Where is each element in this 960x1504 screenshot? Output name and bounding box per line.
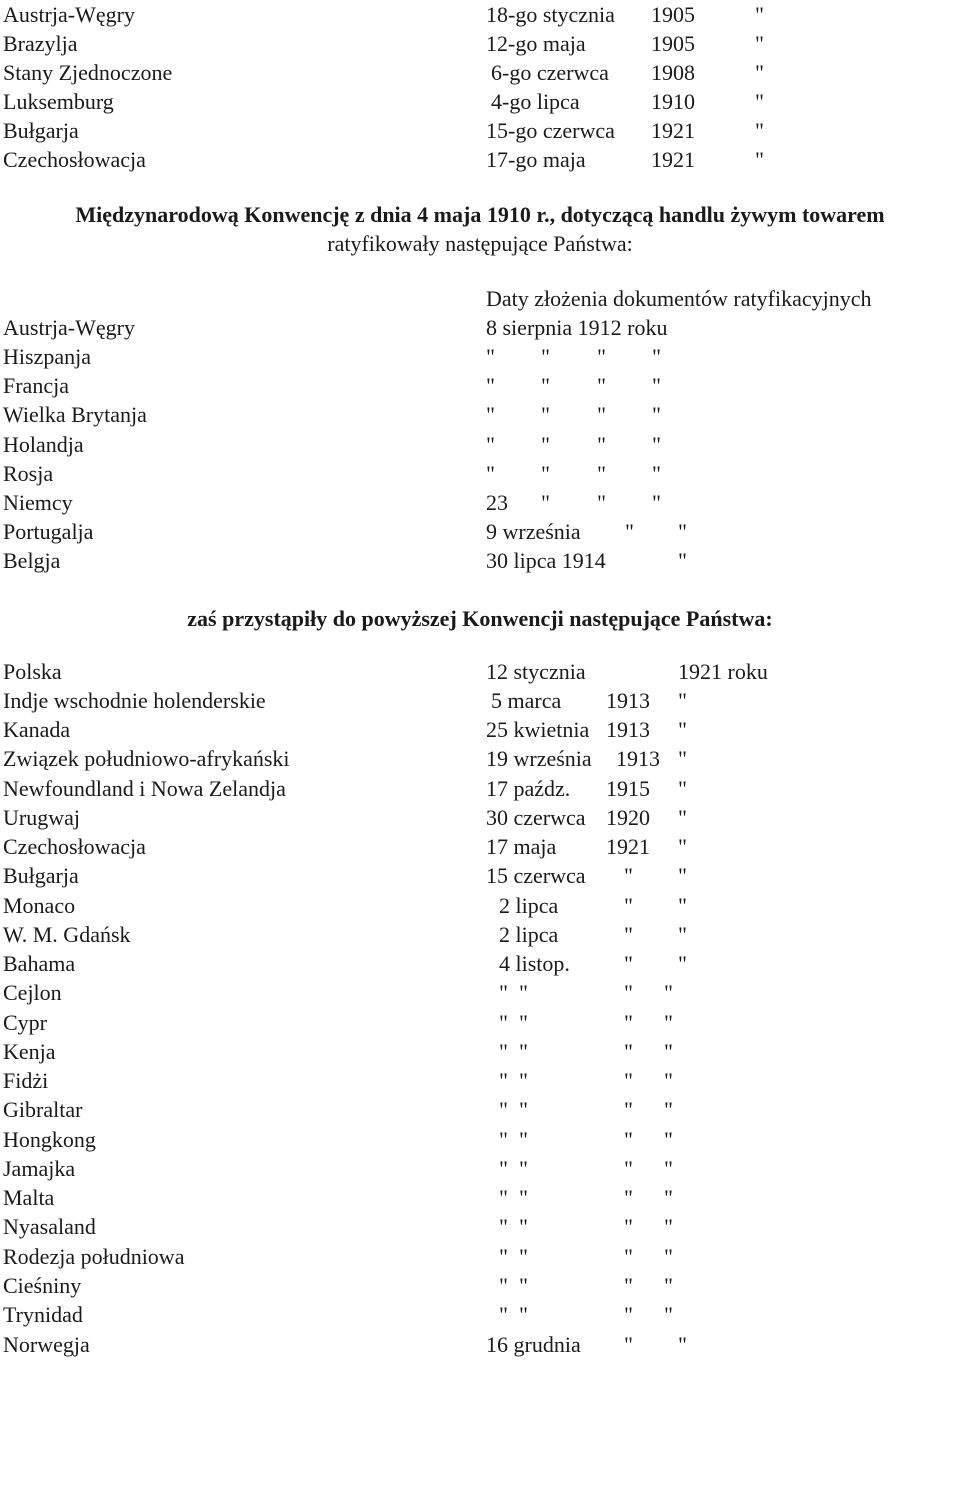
date: 6-go czerwca <box>491 60 609 85</box>
convention-subject: , dotyczącą handlu żywym towarem <box>549 202 885 227</box>
country-name: Nyasaland <box>3 1214 96 1239</box>
list-item <box>0 715 687 744</box>
convention-title: Międzynarodową Konwencję z dnia 4 maja 1910 r. <box>75 202 550 227</box>
ditto-mark: " <box>664 1302 673 1327</box>
date: 17-go maja <box>486 147 586 172</box>
country-name: Gibraltar <box>3 1097 83 1122</box>
ditto-mark: " <box>678 717 687 742</box>
ditto-mark: " <box>664 1214 673 1239</box>
ditto-marks: " " <box>499 1156 528 1181</box>
country-name: Hiszpanja <box>3 344 91 369</box>
convention-heading-line-1 <box>0 200 960 229</box>
convention-heading-line-2: ratyfikowały następujące Państwa: <box>327 231 633 256</box>
country-name: Czechosłowacja <box>3 834 146 859</box>
ditto-mark: " <box>755 118 764 143</box>
ditto-mark: " <box>678 1332 687 1357</box>
ditto-mark: " <box>541 432 550 457</box>
ditto-marks: " " <box>499 1244 528 1269</box>
list-item <box>0 1125 673 1154</box>
date: 30 czerwca <box>486 805 586 830</box>
accession-heading: zaś przystąpiły do powyższej Konwencji następujące Państwa: <box>187 606 773 631</box>
ditto-mark: " <box>541 490 550 515</box>
date: 17 paźdz. <box>486 776 571 801</box>
country-name: W. M. Gdańsk <box>3 922 131 947</box>
list-item <box>0 116 764 145</box>
year: 1921 roku <box>678 659 768 684</box>
ditto-mark: " <box>678 834 687 859</box>
ditto-mark: " <box>678 863 687 888</box>
list-item <box>0 920 687 949</box>
list-item <box>0 1330 687 1359</box>
country-name: Cieśniny <box>3 1273 82 1298</box>
country-name: Luksemburg <box>3 89 114 114</box>
ditto-marks: " " <box>499 1039 528 1064</box>
ditto-mark: " <box>664 1273 673 1298</box>
ditto-mark: " <box>652 373 661 398</box>
list-item <box>0 459 661 488</box>
ditto-mark: " <box>678 893 687 918</box>
ditto-marks: " " <box>499 1010 528 1035</box>
ditto-mark: " <box>624 1332 633 1357</box>
ditto-mark: " <box>624 951 633 976</box>
ditto-mark: " <box>597 402 606 427</box>
ditto-marks: " " <box>499 1185 528 1210</box>
ditto-mark: " <box>755 31 764 56</box>
ditto-mark: " <box>486 344 495 369</box>
ditto-mark: " <box>652 344 661 369</box>
country-name: Wielka Brytanja <box>3 402 147 427</box>
list-item <box>0 58 764 87</box>
country-name: Belgja <box>3 548 61 573</box>
date: 19 września <box>486 746 592 771</box>
country-name: Czechosłowacja <box>3 147 146 172</box>
country-name: Cypr <box>3 1010 47 1035</box>
year: 1908 <box>651 60 695 85</box>
ditto-mark: " <box>678 805 687 830</box>
list-item <box>0 0 764 29</box>
date: 12-go maja <box>486 31 586 56</box>
ditto-mark: " <box>678 519 687 544</box>
list-item <box>0 832 687 861</box>
country-name: Norwegja <box>3 1332 90 1357</box>
country-name: Rosja <box>3 461 54 486</box>
date: 15-go czerwca <box>486 118 615 143</box>
date: 25 kwietnia <box>486 717 590 742</box>
date: 18-go stycznia <box>486 2 615 27</box>
ditto-mark: " <box>624 1185 633 1210</box>
ditto-marks: " " <box>499 1302 528 1327</box>
date: 2 lipca <box>499 893 559 918</box>
list-item <box>0 87 764 116</box>
country-name: Trynidad <box>3 1302 83 1327</box>
list-item <box>0 430 661 459</box>
list-item <box>0 1008 673 1037</box>
date: 9 września <box>486 519 581 544</box>
ditto-mark: " <box>597 344 606 369</box>
ditto-mark: " <box>678 776 687 801</box>
ditto-mark: " <box>624 980 633 1005</box>
ditto-mark: " <box>624 1010 633 1035</box>
ditto-marks: " " <box>499 980 528 1005</box>
ditto-mark: " <box>652 402 661 427</box>
ditto-mark: " <box>486 461 495 486</box>
ditto-mark: " <box>652 432 661 457</box>
ditto-mark: " <box>755 89 764 114</box>
ditto-mark: " <box>678 746 687 771</box>
year: 1913 <box>616 746 660 771</box>
year: 1921 <box>651 147 695 172</box>
country-name: Jamajka <box>3 1156 76 1181</box>
country-name: Francja <box>3 373 69 398</box>
list-item <box>0 949 687 978</box>
country-name: Bahama <box>3 951 76 976</box>
date: 23 <box>486 490 508 515</box>
country-name: Bułgarja <box>3 118 79 143</box>
date: 15 czerwca <box>486 863 586 888</box>
list-item <box>0 1095 673 1124</box>
ditto-mark: " <box>678 922 687 947</box>
list-item <box>0 1300 673 1329</box>
ditto-mark: " <box>624 1273 633 1298</box>
list-item <box>0 1183 673 1212</box>
list-item <box>0 145 764 174</box>
country-name: Polska <box>3 659 62 684</box>
ditto-mark: " <box>624 863 633 888</box>
date: 8 sierpnia 1912 roku <box>486 315 668 340</box>
date: 16 grudnia <box>486 1332 581 1357</box>
country-name: Austrja-Węgry <box>3 2 135 27</box>
country-name: Malta <box>3 1185 55 1210</box>
year: 1920 <box>606 805 650 830</box>
country-name: Hongkong <box>3 1127 96 1152</box>
ditto-mark: " <box>652 461 661 486</box>
ditto-mark: " <box>541 461 550 486</box>
country-name: Rodezja południowa <box>3 1244 185 1269</box>
ditto-mark: " <box>664 1156 673 1181</box>
ditto-mark: " <box>624 1156 633 1181</box>
year: 1913 <box>606 688 650 713</box>
ditto-mark: " <box>664 1010 673 1035</box>
list-item <box>0 342 661 371</box>
country-name: Fidżi <box>3 1068 49 1093</box>
list-item <box>0 744 687 773</box>
ditto-mark: " <box>597 490 606 515</box>
ditto-marks: " " <box>499 1068 528 1093</box>
ditto-mark: " <box>664 1039 673 1064</box>
date: 30 lipca 1914 <box>486 548 606 573</box>
ditto-mark: " <box>624 922 633 947</box>
column-header: Daty złożenia dokumentów ratyfikacyjnych <box>486 286 872 311</box>
country-name: Kanada <box>3 717 71 742</box>
country-name: Cejlon <box>3 980 62 1005</box>
ditto-mark: " <box>624 1127 633 1152</box>
ditto-mark: " <box>664 1097 673 1122</box>
country-name: Stany Zjednoczone <box>3 60 173 85</box>
list-item <box>0 546 687 575</box>
date: 2 lipca <box>499 922 559 947</box>
ditto-marks: " " <box>499 1273 528 1298</box>
ditto-mark: " <box>652 490 661 515</box>
ditto-mark: " <box>541 344 550 369</box>
country-name: Indje wschodnie holenderskie <box>3 688 266 713</box>
ditto-marks: " " <box>499 1214 528 1239</box>
country-name: Związek południowo-afrykański <box>3 746 290 771</box>
ditto-mark: " <box>678 951 687 976</box>
country-name: Portugalja <box>3 519 94 544</box>
ditto-mark: " <box>541 402 550 427</box>
ditto-mark: " <box>678 688 687 713</box>
ditto-mark: " <box>664 980 673 1005</box>
list-item <box>0 1271 673 1300</box>
ditto-mark: " <box>664 1127 673 1152</box>
ditto-mark: " <box>625 519 634 544</box>
ditto-mark: " <box>541 373 550 398</box>
list-item <box>0 1154 673 1183</box>
year: 1905 <box>651 2 695 27</box>
date: 4 listop. <box>499 951 570 976</box>
ditto-mark: " <box>624 1302 633 1327</box>
ditto-marks: " " <box>499 1127 528 1152</box>
year: 1921 <box>651 118 695 143</box>
date: 17 maja <box>486 834 557 859</box>
ditto-mark: " <box>624 1244 633 1269</box>
country-name: Austrja-Węgry <box>3 315 135 340</box>
ditto-mark: " <box>664 1068 673 1093</box>
ditto-mark: " <box>624 1097 633 1122</box>
year: 1910 <box>651 89 695 114</box>
ditto-mark: " <box>755 2 764 27</box>
list-item <box>0 657 768 686</box>
ditto-mark: " <box>624 1068 633 1093</box>
ditto-mark: " <box>664 1185 673 1210</box>
list-item <box>0 313 668 342</box>
ditto-mark: " <box>597 432 606 457</box>
list-item <box>0 686 687 715</box>
list-item <box>0 891 687 920</box>
list-item <box>0 978 673 1007</box>
country-name: Bułgarja <box>3 863 79 888</box>
country-name: Newfoundland i Nowa Zelandja <box>3 776 286 801</box>
ditto-mark: " <box>624 1214 633 1239</box>
country-name: Urugwaj <box>3 805 80 830</box>
ditto-marks: " " <box>499 1097 528 1122</box>
ditto-mark: " <box>755 60 764 85</box>
ditto-mark: " <box>597 373 606 398</box>
list-item <box>0 803 687 832</box>
ditto-mark: " <box>486 373 495 398</box>
country-name: Holandja <box>3 432 84 457</box>
country-name: Brazylja <box>3 31 78 56</box>
list-item <box>0 774 687 803</box>
list-item <box>0 1212 673 1241</box>
ditto-mark: " <box>486 402 495 427</box>
ditto-mark: " <box>624 1039 633 1064</box>
ditto-mark: " <box>678 548 687 573</box>
column-header-row <box>0 284 872 313</box>
ditto-mark: " <box>624 893 633 918</box>
list-item <box>0 1066 673 1095</box>
country-name: Kenja <box>3 1039 56 1064</box>
year: 1915 <box>606 776 650 801</box>
list-item <box>0 29 764 58</box>
ditto-mark: " <box>486 432 495 457</box>
date: 5 marca <box>491 688 562 713</box>
list-item <box>0 1242 673 1271</box>
ditto-mark: " <box>664 1244 673 1269</box>
year: 1913 <box>606 717 650 742</box>
list-item <box>0 371 661 400</box>
year: 1921 <box>606 834 650 859</box>
country-name: Monaco <box>3 893 76 918</box>
year: 1905 <box>651 31 695 56</box>
list-item <box>0 1037 673 1066</box>
ditto-mark: " <box>755 147 764 172</box>
date: 4-go lipca <box>491 89 580 114</box>
list-item <box>0 861 687 890</box>
list-item <box>0 517 687 546</box>
date: 12 stycznia <box>486 659 586 684</box>
list-item <box>0 488 661 517</box>
ditto-mark: " <box>597 461 606 486</box>
country-name: Niemcy <box>3 490 73 515</box>
list-item <box>0 400 661 429</box>
